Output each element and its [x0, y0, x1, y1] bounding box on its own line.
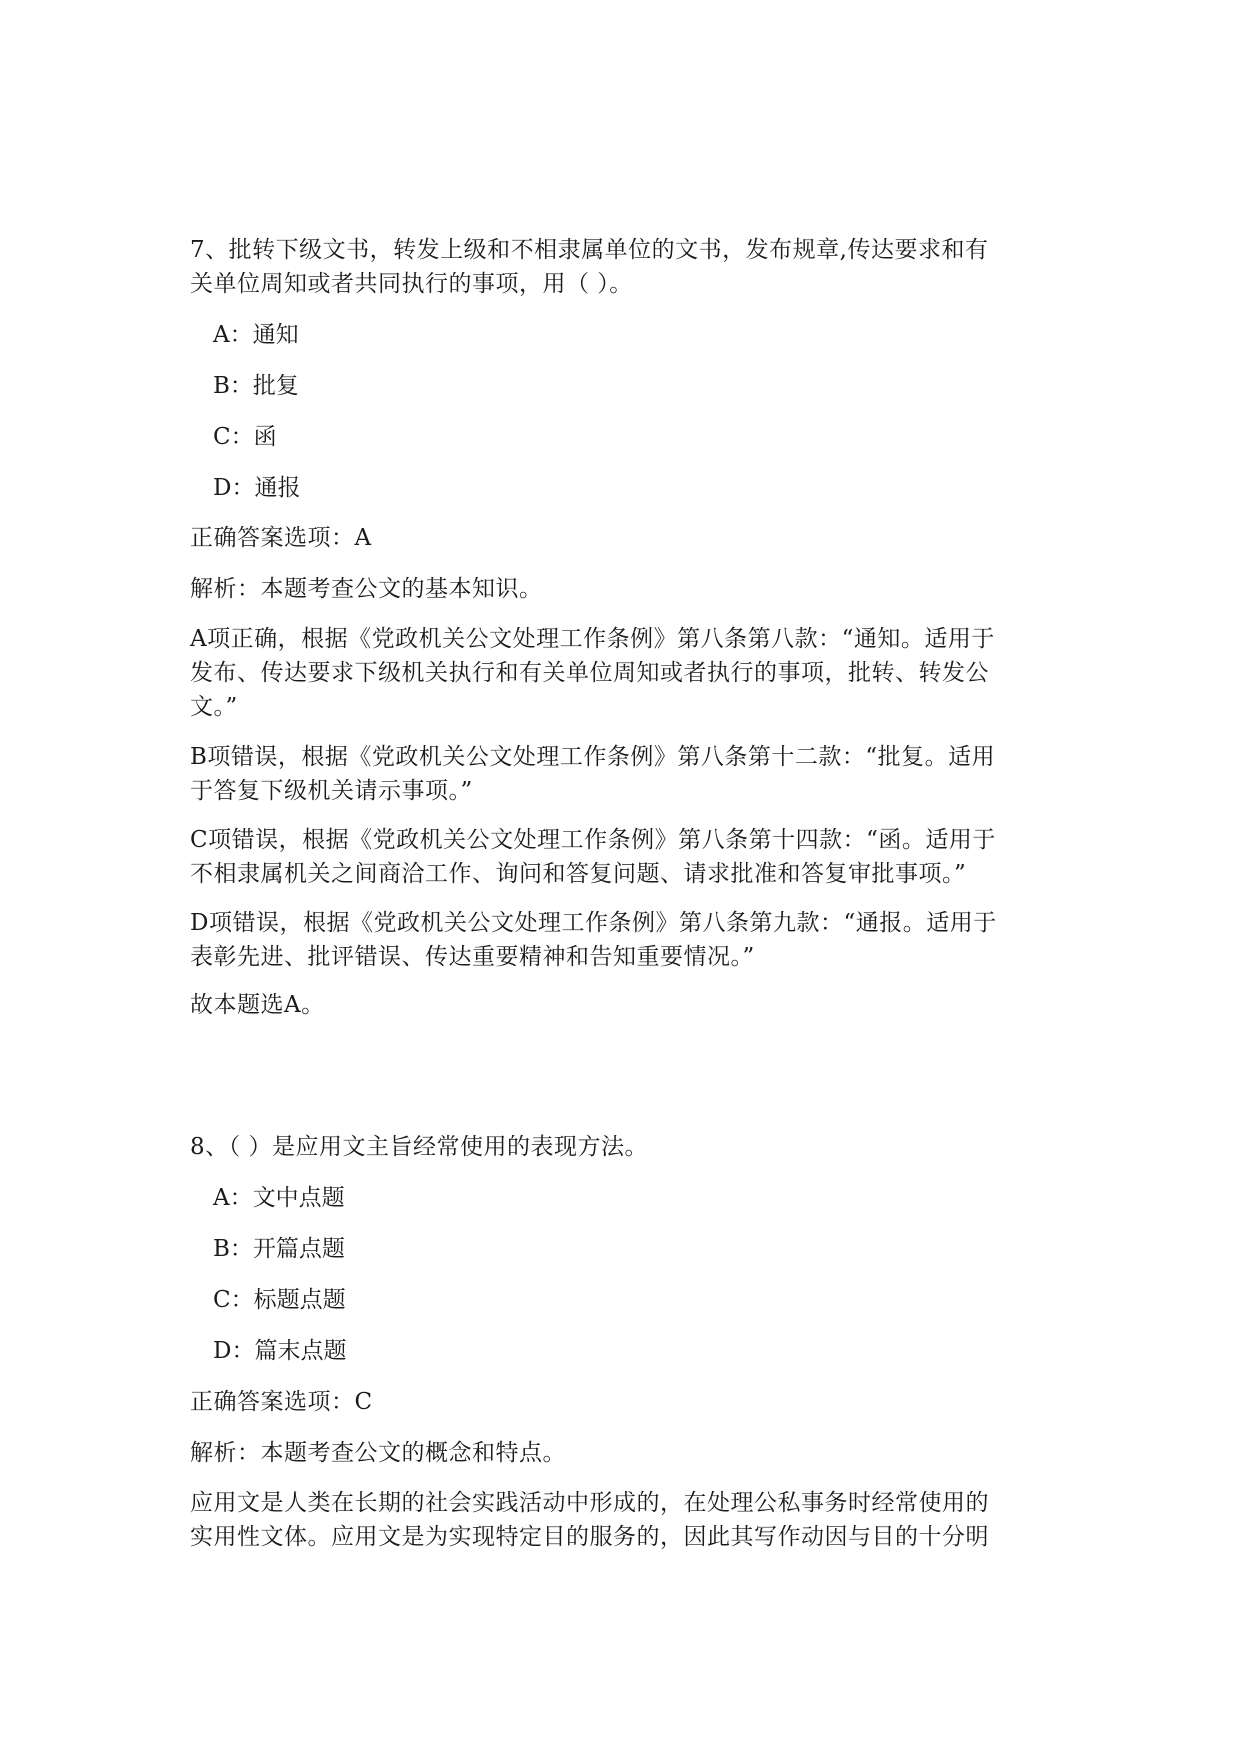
paragraph-line: C项错误，根据《党政机关公文处理工作条例》第八条第十四款：“函。适用于	[190, 827, 996, 853]
question-7-paragraph-a	[190, 622, 1050, 724]
question-8-answer: 正确答案选项：C	[190, 1389, 373, 1415]
question-8-option-c: C：标题点题	[213, 1287, 346, 1313]
question-7-paragraph-b	[190, 740, 1050, 808]
question-7-paragraph-c	[190, 823, 1050, 891]
question-7-conclusion: 故本题选A。	[190, 992, 325, 1018]
question-8-option-a: A：文中点题	[213, 1185, 345, 1211]
stem-line: 8、（ ）是应用文主旨经常使用的表现方法。	[190, 1134, 648, 1160]
stem-line: 7、批转下级文书，转发上级和不相隶属单位的文书，发布规章,传达要求和有	[190, 237, 989, 263]
question-8-stem	[190, 1130, 1050, 1164]
stem-line: 关单位周知或者共同执行的事项，用（ ）。	[190, 271, 633, 297]
question-7-option-a: A：通知	[213, 322, 299, 348]
question-8-option-d: D：篇末点题	[213, 1338, 347, 1364]
question-7-option-c: C：函	[213, 424, 277, 450]
question-7-analysis-title: 解析：本题考查公文的基本知识。	[190, 576, 543, 602]
question-7-option-b: B：批复	[213, 373, 299, 399]
question-8-analysis-title: 解析：本题考查公文的概念和特点。	[190, 1440, 566, 1466]
paragraph-line: 文。”	[190, 694, 238, 720]
paragraph-line: A项正确，根据《党政机关公文处理工作条例》第八条第八款：“通知。适用于	[190, 626, 995, 652]
question-7-stem	[190, 233, 1050, 301]
paragraph-line: 不相隶属机关之间商洽工作、询问和答复问题、请求批准和答复审批事项。”	[190, 861, 967, 887]
question-7-paragraph-d	[190, 906, 1050, 974]
paragraph-line: 实用性文体。应用文是为实现特定目的服务的，因此其写作动因与目的十分明	[190, 1524, 989, 1550]
paragraph-line: 表彰先进、批评错误、传达重要精神和告知重要情况。”	[190, 944, 755, 970]
paragraph-line: B项错误，根据《党政机关公文处理工作条例》第八条第十二款：“批复。适用	[190, 744, 996, 770]
paragraph-line: 应用文是人类在长期的社会实践活动中形成的，在处理公私事务时经常使用的	[190, 1490, 989, 1516]
question-8-option-b: B：开篇点题	[213, 1236, 345, 1262]
paragraph-line: D项错误，根据《党政机关公文处理工作条例》第八条第九款：“通报。适用于	[190, 910, 997, 936]
question-7-option-d: D：通报	[213, 475, 301, 501]
paragraph-line: 发布、传达要求下级机关执行和有关单位周知或者执行的事项，批转、转发公	[190, 660, 989, 686]
question-7-answer: 正确答案选项：A	[190, 525, 372, 551]
paragraph-line: 于答复下级机关请示事项。”	[190, 778, 473, 804]
question-8-paragraph-1	[190, 1486, 1050, 1554]
